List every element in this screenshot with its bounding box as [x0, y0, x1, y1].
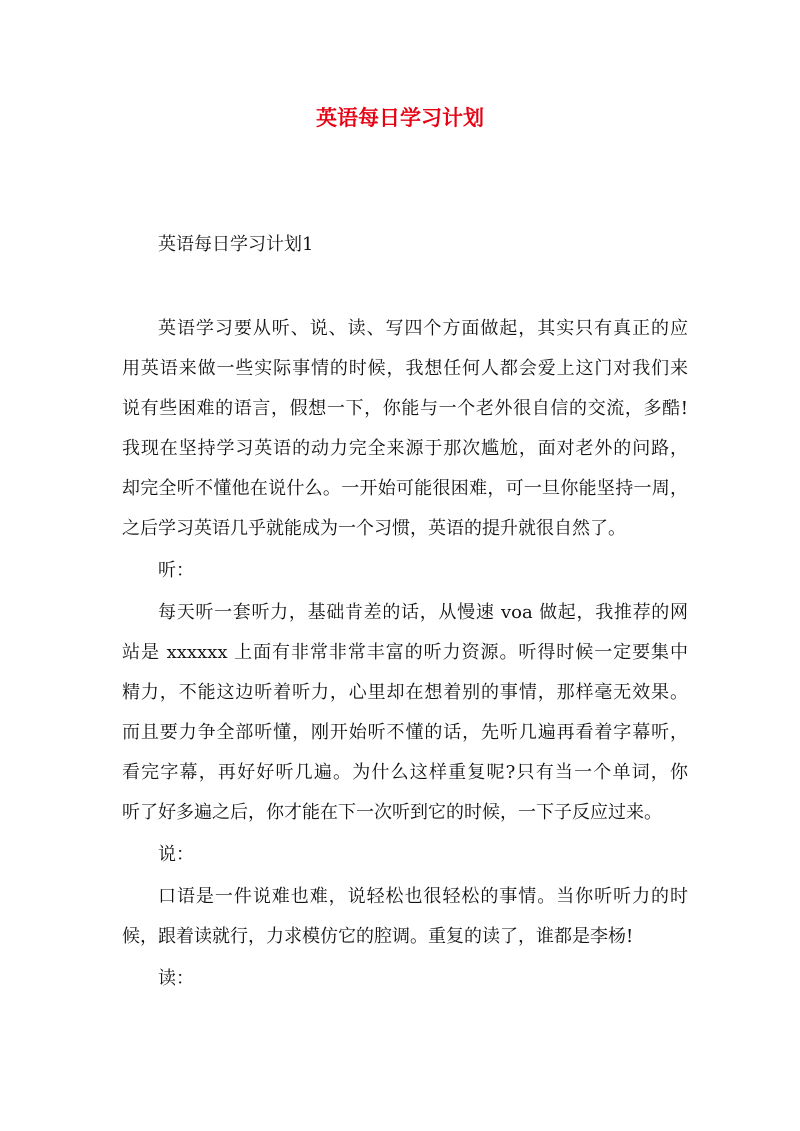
speak-heading: 说： — [158, 844, 194, 865]
listen-line: 听了好多遍之后，你才能在下一次听到它的时候，一下子反应过来。 — [122, 802, 662, 823]
listen-line: 站是 xxxxxx 上面有非常非常丰富的听力资源。听得时候一定要集中 — [122, 642, 688, 663]
listen-line: 看完字幕，再好好听几遍。为什么这样重复呢?只有当一个单词，你 — [122, 762, 688, 783]
intro-line: 说有些困难的语言，假想一下，你能与一个老外很自信的交流，多酷! — [122, 398, 688, 419]
speak-line: 口语是一件说难也难，说轻松也很轻松的事情。当你听听力的时 — [158, 886, 688, 907]
read-heading: 读： — [158, 968, 194, 989]
intro-line: 却完全听不懂他在说什么。一开始可能很困难，可一旦你能坚持一周， — [122, 478, 688, 499]
intro-line: 用英语来做一些实际事情的时候，我想任何人都会爱上这门对我们来 — [122, 358, 688, 379]
intro-line: 英语学习要从听、说、读、写四个方面做起，其实只有真正的应 — [158, 318, 688, 339]
section-title: 英语每日学习计划1 — [158, 234, 314, 255]
listen-line: 精力，不能这边听着听力，心里却在想着别的事情，那样毫无效果。 — [122, 682, 688, 703]
intro-line: 之后学习英语几乎就能成为一个习惯，英语的提升就很自然了。 — [122, 518, 626, 539]
listen-line: 而且要力争全部听懂，刚开始听不懂的话，先听几遍再看着字幕听， — [122, 722, 688, 743]
document-title: 英语每日学习计划 — [316, 105, 484, 130]
intro-line: 我现在坚持学习英语的动力完全来源于那次尴尬，面对老外的问路， — [122, 438, 688, 459]
speak-line: 候，跟着读就行，力求模仿它的腔调。重复的读了，谁都是李杨! — [122, 926, 634, 947]
listen-heading: 听： — [158, 560, 194, 581]
listen-line: 每天听一套听力，基础肯差的话，从慢速 voa 做起，我推荐的网 — [158, 602, 688, 623]
